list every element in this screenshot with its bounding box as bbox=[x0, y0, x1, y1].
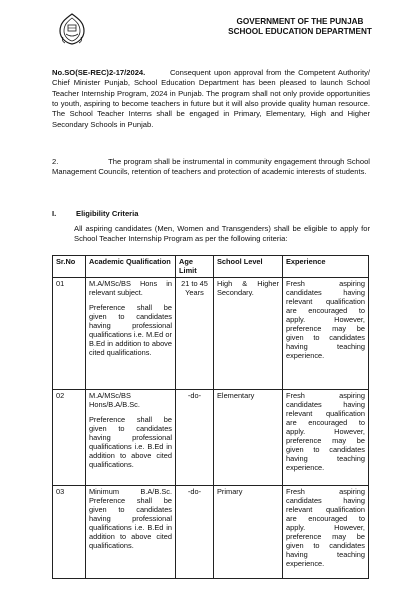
notification-paragraph-1 bbox=[52, 68, 370, 130]
cell-qualification bbox=[86, 278, 176, 390]
cell-age-limit: 21 to 45 Years bbox=[176, 278, 214, 390]
cell-qualification bbox=[86, 390, 176, 486]
cell-experience: Fresh aspiring candidates having relevant qualification are encouraged to apply. However, preference may be given to candidates having teaching experience. bbox=[283, 278, 369, 390]
cell-experience: Fresh aspiring candidates having relevant qualification are encouraged to apply. However, preference may be given to candidates having teaching experience. bbox=[283, 390, 369, 486]
qualification-main: M.A/MSc/BS Hons/B.A/B.Sc. bbox=[89, 391, 140, 410]
cell-sr-no: 01 bbox=[53, 278, 86, 390]
punjab-government-emblem-icon bbox=[57, 13, 87, 45]
table-row bbox=[53, 278, 369, 390]
cell-school-level: Primary bbox=[214, 486, 283, 579]
table-row bbox=[53, 486, 369, 579]
cell-school-level: High & Higher Secondary. bbox=[214, 278, 283, 390]
column-header-school-level: School Level bbox=[214, 256, 283, 278]
paragraph-1-text: Consequent upon approval from the Competent Authority/ Chief Minister Punjab, School Education Department has been pleased to launch School Teacher Internship Program, 2024 in Punjab. The program shall not only provide opportunities to youth, aspiring to become teachers in future but it will also provide quality human resource. The School Teacher Interns shall be engaged in Primary, Elementary, High and Higher Secondary Schools in Punjab. bbox=[52, 68, 370, 129]
cell-experience: Fresh aspiring candidates having relevant qualification are encouraged to apply. However, preference may be given to candidates having teaching experience. bbox=[283, 486, 369, 579]
qualification-main: M.A/MSc/BS Hons in relevant subject. bbox=[89, 279, 172, 298]
notification-paragraph-2 bbox=[52, 157, 370, 178]
notification-ref-no: No.SO(SE-REC)2-17/2024. bbox=[52, 68, 146, 77]
cell-school-level: Elementary bbox=[214, 390, 283, 486]
cell-qualification: Minimum B.A/B.Sc. Preference shall be given to candidates having professional qualifications i.e. B.Ed in addition to above cited qualifications. bbox=[86, 486, 176, 579]
header-department-line: SCHOOL EDUCATION DEPARTMENT bbox=[228, 27, 372, 37]
paragraph-2-number: 2. bbox=[52, 157, 59, 166]
column-header-academic-qualification: Academic Qualification bbox=[86, 256, 176, 278]
column-header-age-limit: Age Limit bbox=[176, 256, 214, 278]
qualification-preference: Preference shall be given to candidates having professional qualifications i.e. B.Ed in addition to above cited qualifications. bbox=[89, 415, 172, 470]
section-intro: All aspiring candidates (Men, Women and Transgenders) shall be eligible to apply for School Teacher Internship Program as per the following criteria: bbox=[74, 224, 370, 244]
table-header-row bbox=[53, 256, 369, 278]
table-row bbox=[53, 390, 369, 486]
section-heading bbox=[52, 209, 138, 219]
department-header bbox=[200, 17, 400, 38]
section-title: Eligibility Criteria bbox=[76, 209, 139, 218]
paragraph-2-text: The program shall be instrumental in community engagement through School Management Councils, retention of teachers and protection of academic interests of students. bbox=[52, 157, 370, 177]
cell-age-limit: -do- bbox=[176, 486, 214, 579]
cell-age-limit: -do- bbox=[176, 390, 214, 486]
cell-sr-no: 03 bbox=[53, 486, 86, 579]
column-header-experience: Experience bbox=[283, 256, 369, 278]
column-header-sr-no: Sr.No bbox=[53, 256, 86, 278]
section-number: I. bbox=[52, 209, 57, 218]
cell-sr-no: 02 bbox=[53, 390, 86, 486]
header-government-line: GOVERNMENT OF THE PUNJAB bbox=[236, 17, 364, 26]
eligibility-criteria-table bbox=[52, 255, 369, 579]
qualification-preference: Preference shall be given to candidates having professional qualifications i.e. M.Ed or B.Ed in addition to above cited qualifications. bbox=[89, 303, 172, 358]
